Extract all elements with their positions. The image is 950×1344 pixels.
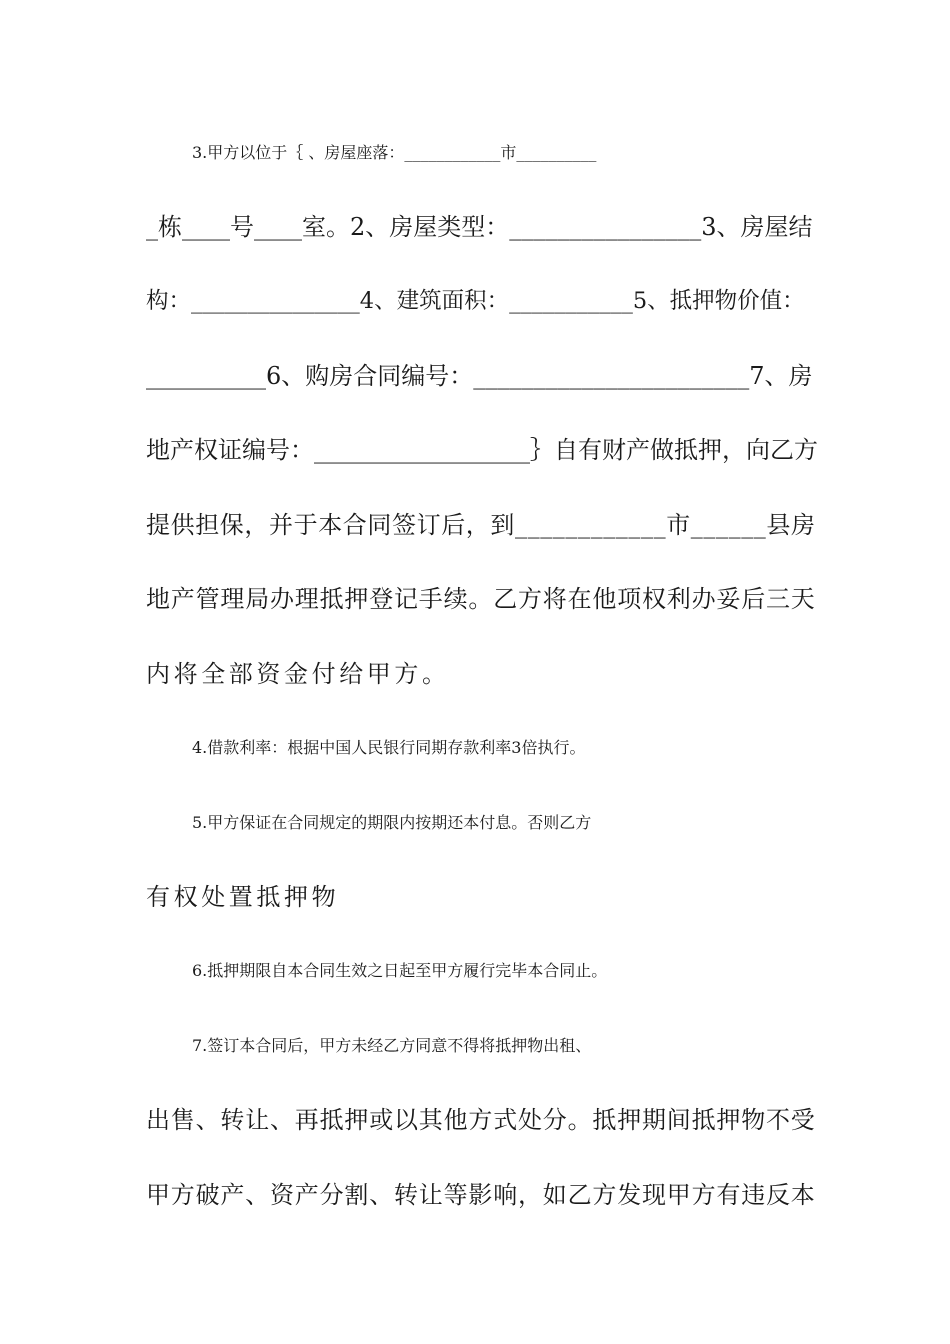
clause-7-line-2: 出售、转让、再抵押或以其他方式处分。抵押期间抵押物不受 [146,1106,816,1134]
clause-3-line-7: 地产管理局办理抵押登记手续。乙方将在他项权利办妥后三天 [146,585,816,613]
clause-3-line-5: 地产权证编号：__________________｝自有财产做抵押，向乙方 [146,436,818,464]
clause-3-line-6: 提供担保，并于本合同签订后，到____________市______县房 [146,511,816,539]
clause-3-line-8: 内将全部资金付给甲方。 [146,660,450,688]
clause-6-line-1: 6.抵押期限自本合同生效之日起至甲方履行完毕本合同止。 [192,961,608,980]
clause-4-line-1: 4.借款利率：根据中国人民银行同期存款利率3倍执行。 [192,738,586,757]
clause-3-line-1: 3.甲方以位于｛ 、房屋座落：____________市__________ [192,143,597,162]
clause-3-line-4: __________6、购房合同编号：_______________________7、房 [146,362,813,390]
clause-3-line-2: _栋____号____室。2、房屋类型：________________3、房屋结 [146,213,813,241]
clause-5-line-2: 有权处置抵押物 [146,883,340,911]
clause-3-line-3: 构：_______________4、建筑面积：___________5、抵押物价值： [146,288,805,314]
clause-7-line-1: 7.签订本合同后，甲方未经乙方同意不得将抵押物出租、 [192,1036,592,1055]
clause-7-line-3: 甲方破产、资产分割、转让等影响，如乙方发现甲方有违反本 [146,1181,816,1209]
clause-5-line-1: 5.甲方保证在合同规定的期限内按期还本付息。否则乙方 [192,813,592,832]
